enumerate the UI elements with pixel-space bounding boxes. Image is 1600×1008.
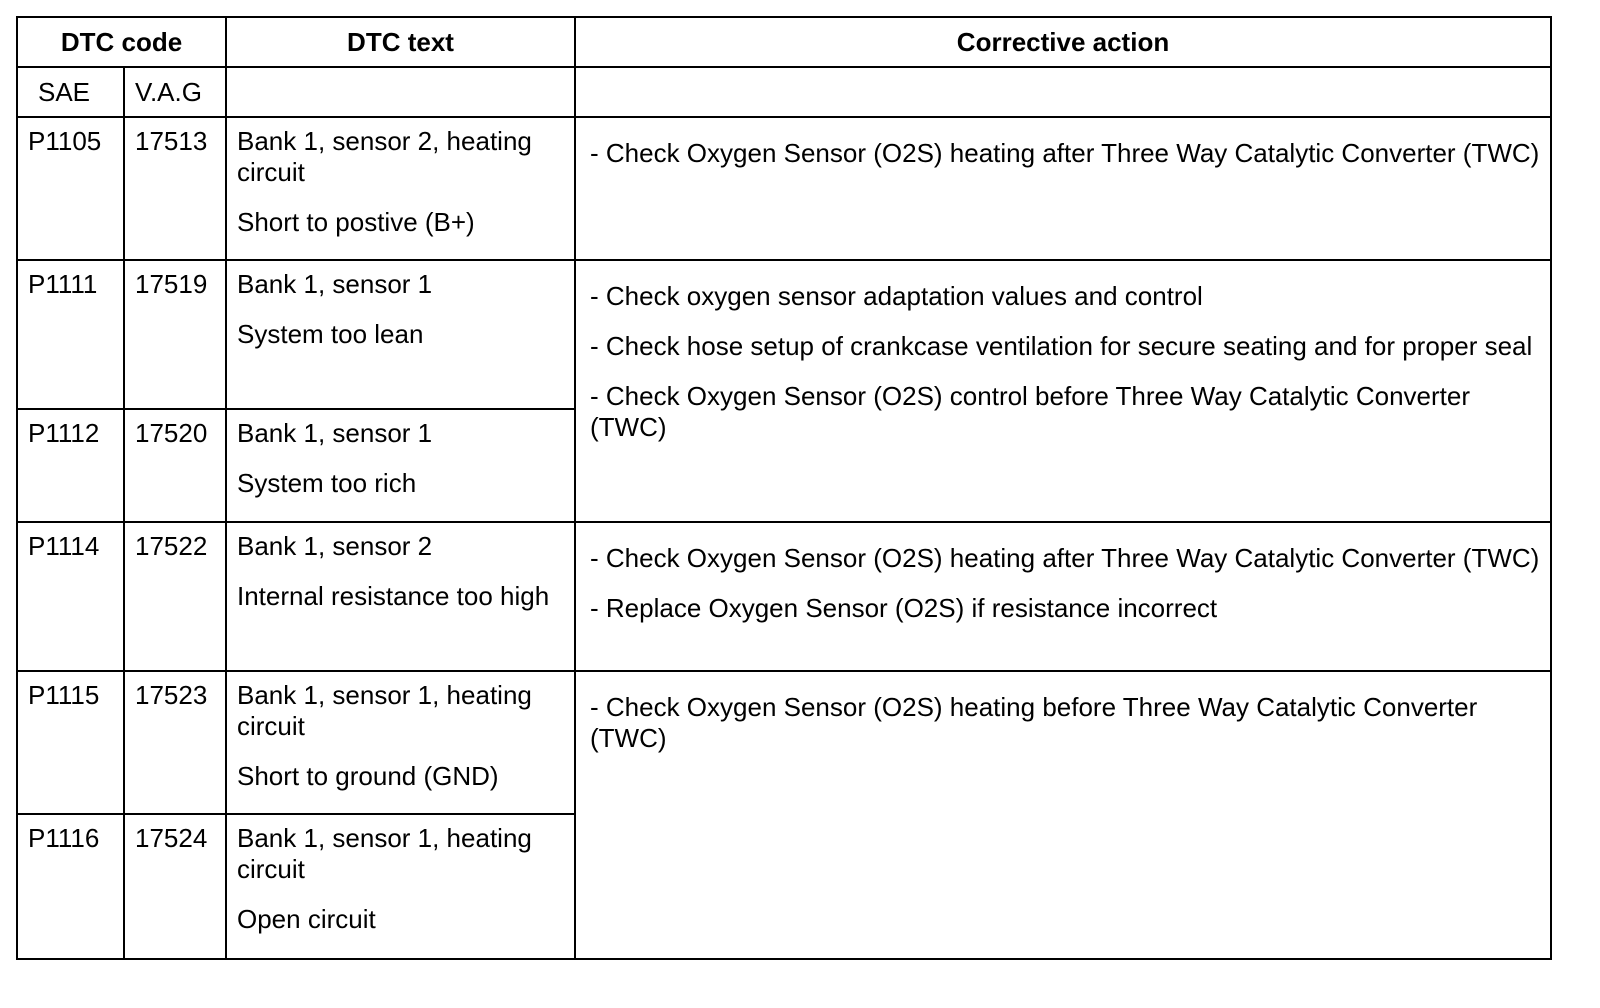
dtc-table bbox=[16, 16, 1552, 960]
table-row bbox=[17, 522, 1551, 671]
corrective-action-line: - Check Oxygen Sensor (O2S) control before Three Way Catalytic Converter (TWC) bbox=[590, 381, 1471, 442]
corrective-action-cell bbox=[575, 671, 1551, 959]
sae-code: P1115 bbox=[17, 671, 124, 814]
subheader-vag: V.A.G bbox=[124, 67, 226, 117]
vag-code: 17519 bbox=[124, 260, 226, 409]
dtc-text-cell bbox=[226, 522, 575, 671]
dtc-text-line: Bank 1, sensor 1 bbox=[237, 418, 433, 448]
header-dtc-code: DTC code bbox=[17, 17, 226, 67]
dtc-text-line: Internal resistance too high bbox=[237, 581, 550, 611]
sae-code: P1112 bbox=[17, 409, 124, 522]
subheader-blank-action bbox=[575, 67, 1551, 117]
subheader-blank-text bbox=[226, 67, 575, 117]
dtc-text-line: Bank 1, sensor 1 bbox=[237, 269, 433, 299]
sae-code: P1114 bbox=[17, 522, 124, 671]
vag-code: 17513 bbox=[124, 117, 226, 260]
dtc-text-line: Short to postive (B+) bbox=[237, 207, 475, 237]
corrective-action-cell bbox=[575, 117, 1551, 260]
sae-code: P1116 bbox=[17, 814, 124, 959]
dtc-text-line: System too rich bbox=[237, 468, 417, 498]
corrective-action-line: - Replace Oxygen Sensor (O2S) if resistance incorrect bbox=[590, 593, 1218, 623]
header-dtc-text: DTC text bbox=[226, 17, 575, 67]
corrective-action-line: - Check Oxygen Sensor (O2S) heating after Three Way Catalytic Converter (TWC) bbox=[590, 543, 1540, 573]
corrective-action-line: - Check Oxygen Sensor (O2S) heating before Three Way Catalytic Converter (TWC) bbox=[590, 692, 1478, 753]
dtc-text-cell bbox=[226, 117, 575, 260]
header-row bbox=[17, 17, 1551, 67]
table-row bbox=[17, 260, 1551, 409]
dtc-text-line: System too lean bbox=[237, 319, 424, 349]
subheader-sae: SAE bbox=[17, 67, 124, 117]
table-row bbox=[17, 671, 1551, 814]
vag-code: 17523 bbox=[124, 671, 226, 814]
header-corrective-action: Corrective action bbox=[575, 17, 1551, 67]
vag-code: 17520 bbox=[124, 409, 226, 522]
subheader-row bbox=[17, 67, 1551, 117]
dtc-text-line: Bank 1, sensor 1, heating circuit bbox=[237, 680, 532, 741]
corrective-action-cell bbox=[575, 522, 1551, 671]
corrective-action-line: - Check oxygen sensor adaptation values and control bbox=[590, 281, 1203, 311]
dtc-text-line: Bank 1, sensor 2 bbox=[237, 531, 433, 561]
dtc-text-line: Short to ground (GND) bbox=[237, 761, 499, 791]
table-row bbox=[17, 117, 1551, 260]
corrective-action-cell bbox=[575, 260, 1551, 522]
dtc-text-cell bbox=[226, 671, 575, 814]
corrective-action-line: - Check hose setup of crankcase ventilation for secure seating and for proper seal bbox=[590, 331, 1533, 361]
corrective-action-line: - Check Oxygen Sensor (O2S) heating after Three Way Catalytic Converter (TWC) bbox=[590, 138, 1540, 168]
sae-code: P1111 bbox=[17, 260, 124, 409]
dtc-text-line: Bank 1, sensor 2, heating circuit bbox=[237, 126, 532, 187]
dtc-text-cell bbox=[226, 814, 575, 959]
vag-code: 17524 bbox=[124, 814, 226, 959]
dtc-text-cell bbox=[226, 409, 575, 522]
sae-code: P1105 bbox=[17, 117, 124, 260]
dtc-text-cell bbox=[226, 260, 575, 409]
vag-code: 17522 bbox=[124, 522, 226, 671]
dtc-text-line: Bank 1, sensor 1, heating circuit bbox=[237, 823, 532, 884]
dtc-text-line: Open circuit bbox=[237, 904, 376, 934]
